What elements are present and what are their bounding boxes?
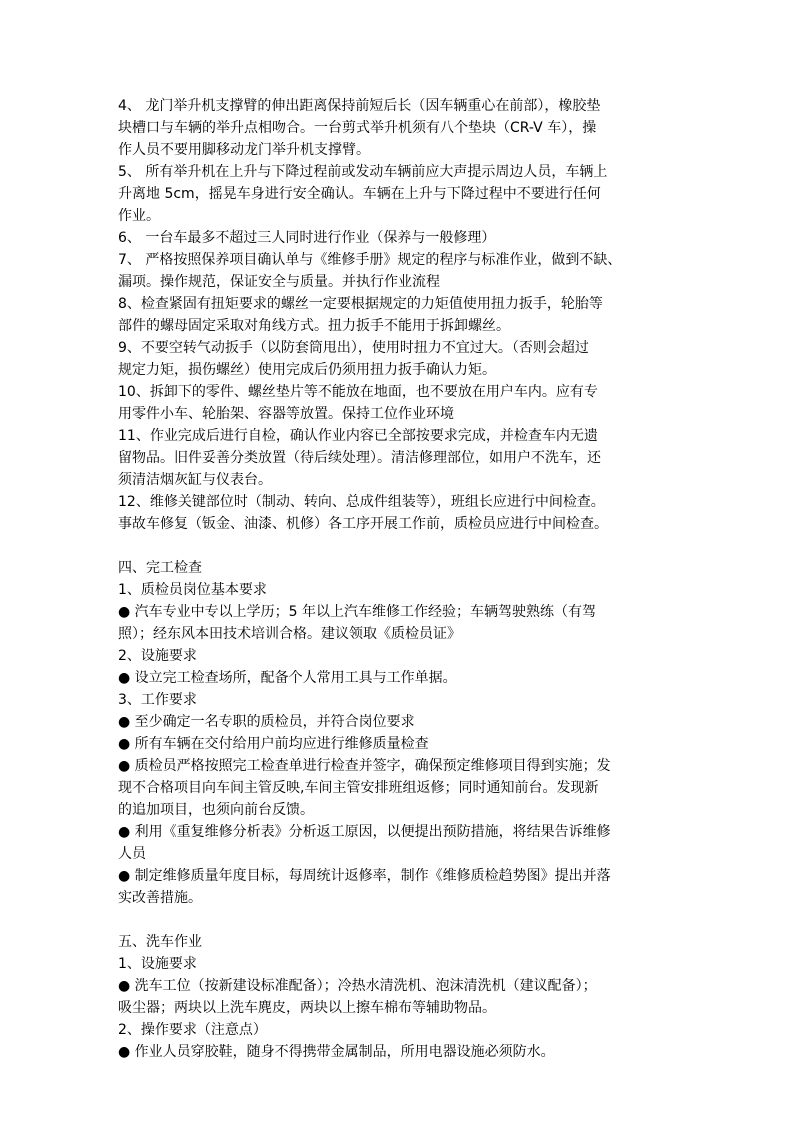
text-line: 12、维修关键部位时（制动、转向、总成件组装等），班组长应进行中间检查。 bbox=[118, 494, 605, 510]
text-line: 作业。 bbox=[118, 208, 160, 224]
text-line: 4、 龙门举升机支撑臂的伸出距离保持前短后长（因车辆重心在前部），橡胶垫 bbox=[118, 98, 601, 114]
text-line: 用零件小车、轮胎架、容器等放置。保持工位作业环境 bbox=[118, 406, 454, 422]
section-gap bbox=[118, 909, 683, 931]
bullet-line: ● 设立完工检查场所，配备个人常用工具与工作单据。 bbox=[118, 670, 457, 686]
text-line: 2、设施要求 bbox=[118, 648, 197, 664]
text-line: 块槽口与车辆的举升点相吻合。一台剪式举升机须有八个垫块（CR-V 车），操 bbox=[118, 120, 597, 136]
text-line: 9、不要空转气动扳手（以防套筒甩出），使用时扭力不宜过大。（否则会超过 bbox=[118, 340, 589, 356]
text-line: 1、设施要求 bbox=[118, 956, 197, 972]
text-line: 照）；经东风本田技术培训合格。建议领取《质检员证》 bbox=[118, 626, 461, 642]
bullet-line: ● 所有车辆在交付给用户前均应进行维修质量检查 bbox=[118, 736, 429, 752]
bullet-line: ● 质检员严格按照完工检查单进行检查并签字，确保预定维修项目得到实施；发 bbox=[118, 758, 611, 774]
bullet-line: ● 至少确定一名专职的质检员，并符合岗位要求 bbox=[118, 714, 415, 730]
section-lift-and-work-rules bbox=[118, 95, 683, 535]
text-line: 升离地 5cm，摇晃车身进行安全确认。车辆在上升与下降过程中不要进行任何 bbox=[118, 186, 601, 202]
text-line: 作人员不要用脚移动龙门举升机支撑臂。 bbox=[118, 142, 370, 158]
text-line: 8、检查紧固有扭矩要求的螺丝一定要根据规定的力矩值使用扭力扳手，轮胎等 bbox=[118, 296, 603, 312]
text-line: 部件的螺母固定采取对角线方式。扭力扳手不能用于拆卸螺丝。 bbox=[118, 318, 510, 334]
bullet-line: ● 利用《重复维修分析表》分析返工原因，以便提出预防措施，将结果告诉维修 bbox=[118, 824, 611, 840]
section-gap bbox=[118, 535, 683, 557]
section-heading: 五、洗车作业 bbox=[118, 934, 202, 950]
text-line: 1、质检员岗位基本要求 bbox=[118, 582, 267, 598]
section-car-wash bbox=[118, 931, 683, 1063]
text-line: 须清洁烟灰缸与仪表台。 bbox=[118, 472, 272, 488]
text-line: 现不合格项目向车间主管反映,车间主管安排班组返修；同时通知前台。发现新 bbox=[118, 780, 599, 796]
bullet-line: ● 洗车工位（按新建设标准配备）；冷热水清洗机、泡沫清洗机（建议配备）； bbox=[118, 978, 597, 994]
text-line: 5、 所有举升机在上升与下降过程前或发动车辆前应大声提示周边人员，车辆上 bbox=[118, 164, 608, 180]
section-completion-inspection bbox=[118, 557, 683, 909]
text-line: 事故车修复（钣金、油漆、机修）各工序开展工作前，质检员应进行中间检查。 bbox=[118, 516, 608, 532]
text-line: 留物品。旧件妥善分类放置（待后续处理）。清洁修理部位，如用户不洗车，还 bbox=[118, 450, 601, 466]
bullet-line: ● 作业人员穿胶鞋，随身不得携带金属制品，所用电器设施必须防水。 bbox=[118, 1044, 555, 1060]
text-line: 11、作业完成后进行自检，确认作业内容已全部按要求完成，并检查车内无遗 bbox=[118, 428, 598, 444]
document-page bbox=[118, 95, 683, 1063]
text-line: 吸尘器；两块以上洗车麂皮，两块以上擦车棉布等辅助物品。 bbox=[118, 1000, 496, 1016]
text-line: 实改善措施。 bbox=[118, 890, 202, 906]
bullet-line: ● 汽车专业中专以上学历；5 年以上汽车维修工作经验；车辆驾驶熟练（有驾 bbox=[118, 604, 597, 620]
text-line: 7、 严格按照保养项目确认单与《维修手册》规定的程序与标准作业，做到不缺、 bbox=[118, 252, 622, 268]
text-line: 3、工作要求 bbox=[118, 692, 197, 708]
bullet-line: ● 制定维修质量年度目标，每周统计返修率，制作《维修质检趋势图》提出并落 bbox=[118, 868, 611, 884]
section-heading: 四、完工检查 bbox=[118, 560, 202, 576]
text-line: 10、拆卸下的零件、螺丝垫片等不能放在地面，也不要放在用户车内。应有专 bbox=[118, 384, 598, 400]
text-line: 人员 bbox=[118, 846, 146, 862]
text-line: 6、 一台车最多不超过三人同时进行作业（保养与一般修理） bbox=[118, 230, 496, 246]
text-line: 漏项。操作规范，保证安全与质量。并执行作业流程 bbox=[118, 274, 440, 290]
text-line: 的追加项目，也须向前台反馈。 bbox=[118, 802, 314, 818]
text-line: 2、操作要求（注意点） bbox=[118, 1022, 267, 1038]
text-line: 规定力矩，损伤螺丝）使用完成后仍须用扭力扳手确认力矩。 bbox=[118, 362, 496, 378]
